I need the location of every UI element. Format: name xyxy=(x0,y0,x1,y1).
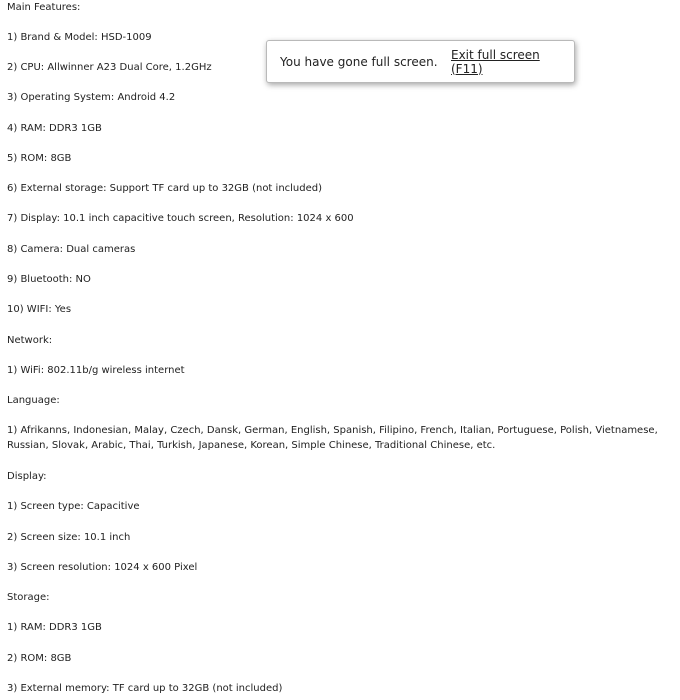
storage-line-rom: 2) ROM: 8GB xyxy=(7,653,72,664)
feature-line-external-storage: 6) External storage: Support TF card up to 32GB (not included) xyxy=(7,183,323,194)
exit-fullscreen-link[interactable]: Exit full screen (F11) xyxy=(451,47,540,76)
feature-line-wifi: 10) WIFI: Yes xyxy=(7,304,72,315)
section-heading-display: Display: xyxy=(7,471,47,482)
language-list: 1) Afrikanns, Indonesian, Malay, Czech, Dansk, German, English, Spanish, Filipino, French, Italian, Portuguese, Polish, Vietnamese, Russian, Slovak, Arabic, Thai, Turkish, Japanese, Korean, Simple Chinese, Traditional Chinese, etc. xyxy=(7,425,658,451)
feature-line-brand-model: 1) Brand & Model: HSD-1009 xyxy=(7,32,152,43)
feature-line-display: 7) Display: 10.1 inch capacitive touch screen, Resolution: 1024 x 600 xyxy=(7,213,354,224)
section-heading-storage: Storage: xyxy=(7,592,50,603)
display-line-resolution: 3) Screen resolution: 1024 x 600 Pixel xyxy=(7,562,198,573)
feature-line-os: 3) Operating System: Android 4.2 xyxy=(7,92,176,103)
fullscreen-message: You have gone full screen. xyxy=(280,54,438,69)
feature-line-camera: 8) Camera: Dual cameras xyxy=(7,244,136,255)
storage-line-ram: 1) RAM: DDR3 1GB xyxy=(7,622,102,633)
display-line-screen-type: 1) Screen type: Capacitive xyxy=(7,501,140,512)
feature-line-ram: 4) RAM: DDR3 1GB xyxy=(7,123,102,134)
storage-line-external-memory: 3) External memory: TF card up to 32GB (not included) xyxy=(7,683,283,694)
feature-line-bluetooth: 9) Bluetooth: NO xyxy=(7,274,91,285)
section-heading-network: Network: xyxy=(7,335,53,346)
feature-line-rom: 5) ROM: 8GB xyxy=(7,153,72,164)
feature-line-cpu: 2) CPU: Allwinner A23 Dual Core, 1.2GHz xyxy=(7,62,212,73)
section-heading-language: Language: xyxy=(7,395,60,406)
fullscreen-notification xyxy=(266,40,575,83)
network-line-wifi: 1) WiFi: 802.11b/g wireless internet xyxy=(7,365,185,376)
display-line-screen-size: 2) Screen size: 10.1 inch xyxy=(7,532,131,543)
section-heading-main-features: Main Features: xyxy=(7,2,81,13)
